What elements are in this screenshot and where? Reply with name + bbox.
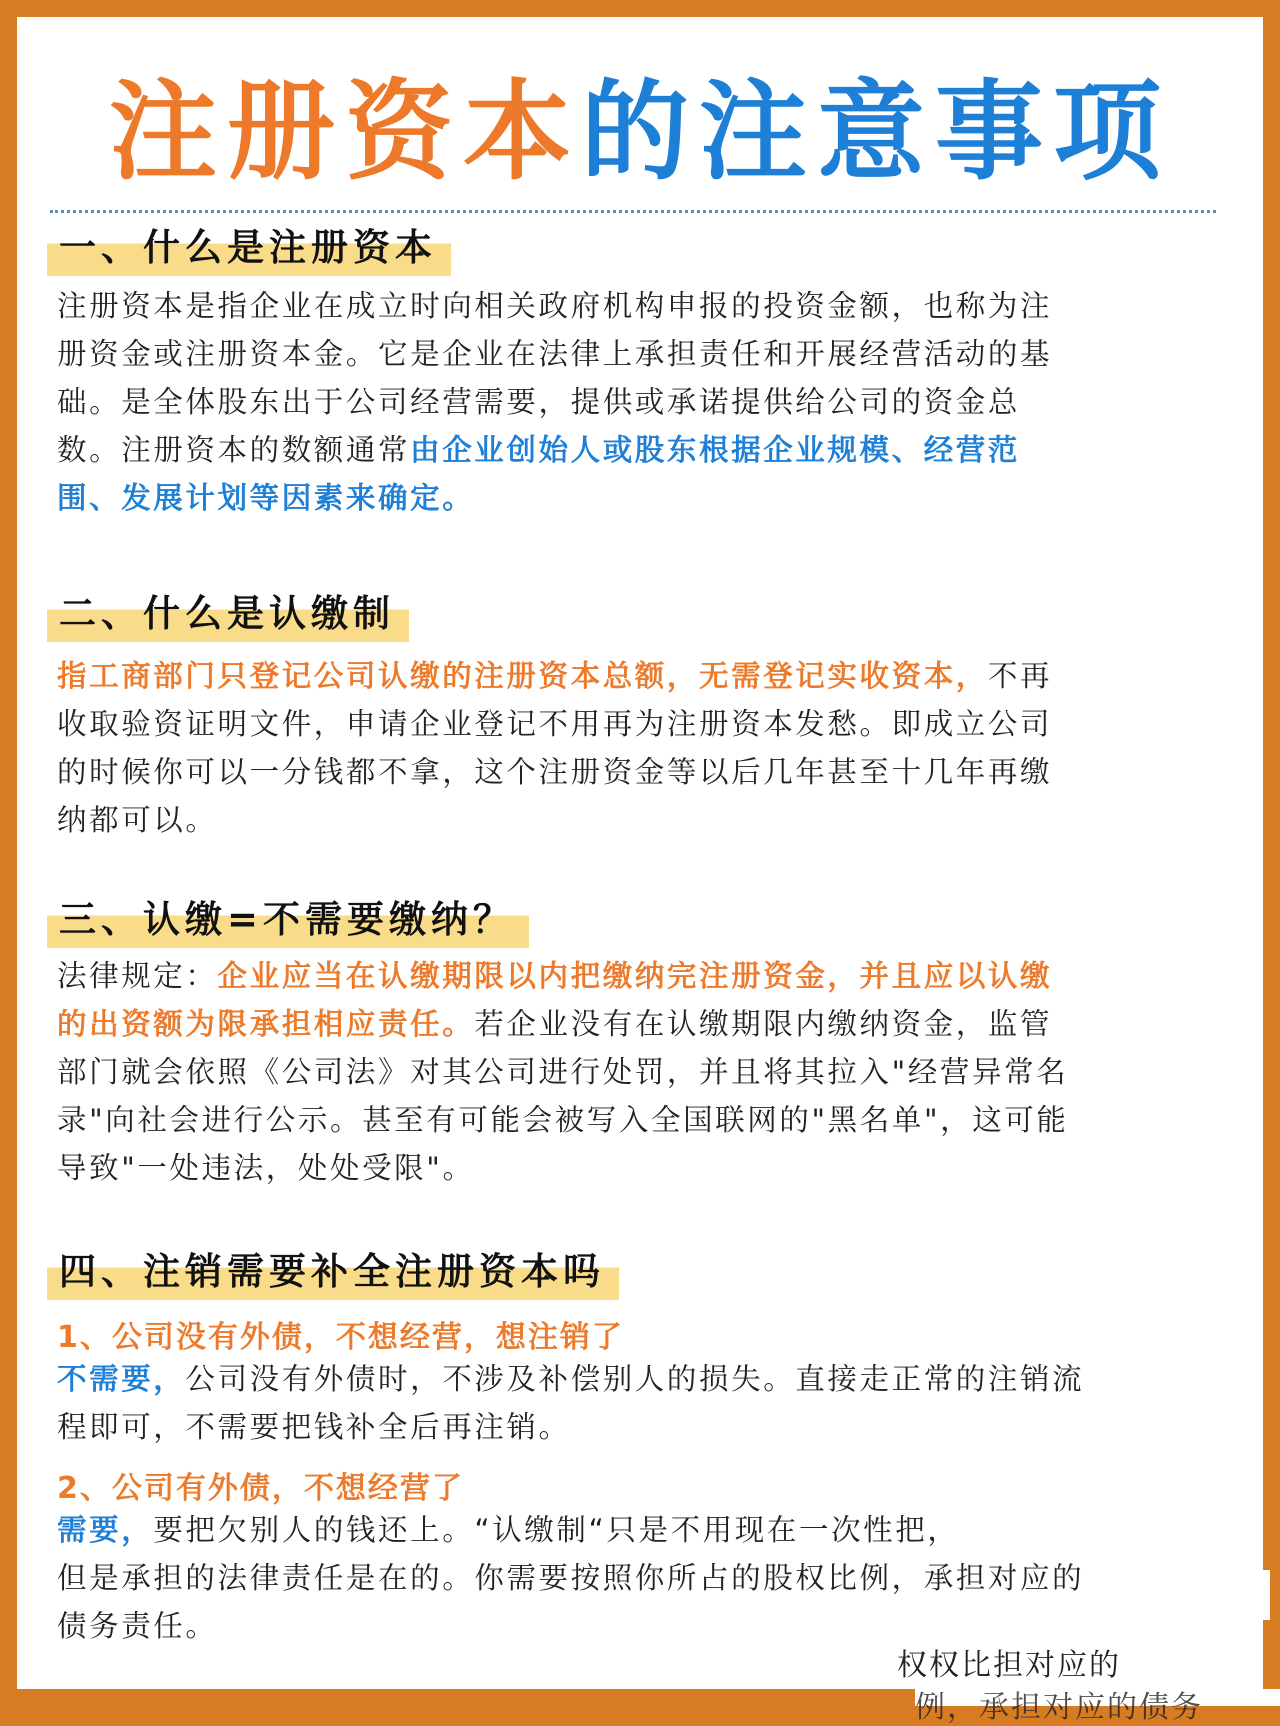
subsection-1-body (57, 1355, 1227, 1451)
body-text: 础。是全体股东出于公司经营需要，提供或承诺提供给公司的资金总 (57, 385, 1021, 419)
artifact-text-1: 权权比担对应的 (897, 1648, 1121, 1683)
body-text: 部门就会依照《公司法》对其公司进行处罚，并且将其拉入"经营异常名 (57, 1055, 1069, 1089)
body-text: 导致"一处违法，处处受限"。 (57, 1151, 475, 1185)
body-text: 程即可，不需要把钱补全后再注销。 (57, 1410, 571, 1444)
text-line (57, 1144, 1227, 1192)
body-text: 注册资本是指企业在成立时向相关政府机构申报的投资金额，也称为注 (57, 289, 1053, 323)
body-text: 法律规定： (57, 959, 218, 993)
highlighted-text: 企业应当在认缴期限以内把缴纳完注册资金，并且应以认缴 (217, 959, 1053, 993)
section-2-body (57, 652, 1227, 844)
highlighted-text: 围、发展计划等因素来确定。 (57, 481, 475, 515)
section-1-body (57, 282, 1227, 522)
section-3-heading: 三、认缴=不需要缴纳？ (47, 894, 529, 948)
body-text: 不再 (987, 659, 1053, 693)
highlighted-text: 不需要， (57, 1362, 186, 1396)
text-line (57, 748, 1227, 796)
artifact-text-2: 例，承担对应的债务 (915, 1690, 1203, 1725)
text-line (57, 652, 1227, 700)
text-line (57, 952, 1227, 1000)
section-2-heading: 二、什么是认缴制 (47, 588, 409, 642)
body-text: 册资金或注册资本金。它是企业在法律上承担责任和开展经营活动的基 (57, 337, 1053, 371)
body-text: 纳都可以。 (57, 803, 218, 837)
section-1-heading: 一、什么是注册资本 (47, 222, 451, 276)
text-line (57, 426, 1227, 474)
text-line (57, 1403, 1227, 1451)
body-text: 但是承担的法律责任是在的。你需要按照你所占的股权比例，承担对应的 (57, 1561, 1085, 1595)
body-text: 债务责任。 (57, 1609, 218, 1643)
text-line (57, 1554, 1227, 1602)
text-line (57, 282, 1227, 330)
text-line (57, 1000, 1227, 1048)
body-text: 若企业没有在认缴期限内缴纳资金，监管 (474, 1007, 1053, 1041)
body-text: 的时候你可以一分钱都不拿，这个注册资金等以后几年甚至十几年再缴 (57, 755, 1053, 789)
section-4-heading: 四、注销需要补全注册资本吗 (47, 1246, 619, 1300)
text-line (57, 796, 1227, 844)
body-text: 录"向社会进行公示。甚至有可能会被写入全国联网的"黑名单"，这可能 (57, 1103, 1069, 1137)
text-line (57, 1048, 1227, 1096)
page-title (0, 68, 1280, 198)
text-line (57, 1355, 1227, 1403)
subsection-2-body (57, 1506, 1227, 1650)
text-line (57, 330, 1227, 378)
title-part-orange: 注册资本 (108, 70, 581, 195)
highlighted-text: 由企业创始人或股东根据企业规模、经营范 (410, 433, 1021, 467)
body-text: 收取验资证明文件，申请企业登记不用再为注册资本发愁。即成立公司 (57, 707, 1053, 741)
text-line (57, 1096, 1227, 1144)
body-text: 公司没有外债时，不涉及补偿别人的损失。直接走正常的注销流 (185, 1362, 1085, 1396)
text-line (57, 700, 1227, 748)
dotted-divider (50, 210, 1216, 213)
text-line (57, 1506, 1227, 1554)
body-text: 数。注册资本的数额通常 (57, 433, 411, 467)
subsection-2-title: 2、公司有外债，不想经营了 (57, 1471, 464, 1506)
section-3-body (57, 952, 1227, 1192)
smudge-overlay (1090, 1570, 1270, 1620)
text-line (57, 378, 1227, 426)
body-text: 要把欠别人的钱还上。“认缴制“只是不用现在一次性把， (153, 1513, 960, 1547)
subsection-1-title: 1、公司没有外债，不想经营，想注销了 (57, 1320, 624, 1355)
title-part-blue: 的注意事项 (581, 70, 1172, 195)
text-line (57, 474, 1227, 522)
highlighted-text: 需要， (57, 1513, 154, 1547)
highlighted-text: 指工商部门只登记公司认缴的注册资本总额，无需登记实收资本， (57, 659, 988, 693)
highlighted-text: 的出资额为限承担相应责任。 (57, 1007, 475, 1041)
